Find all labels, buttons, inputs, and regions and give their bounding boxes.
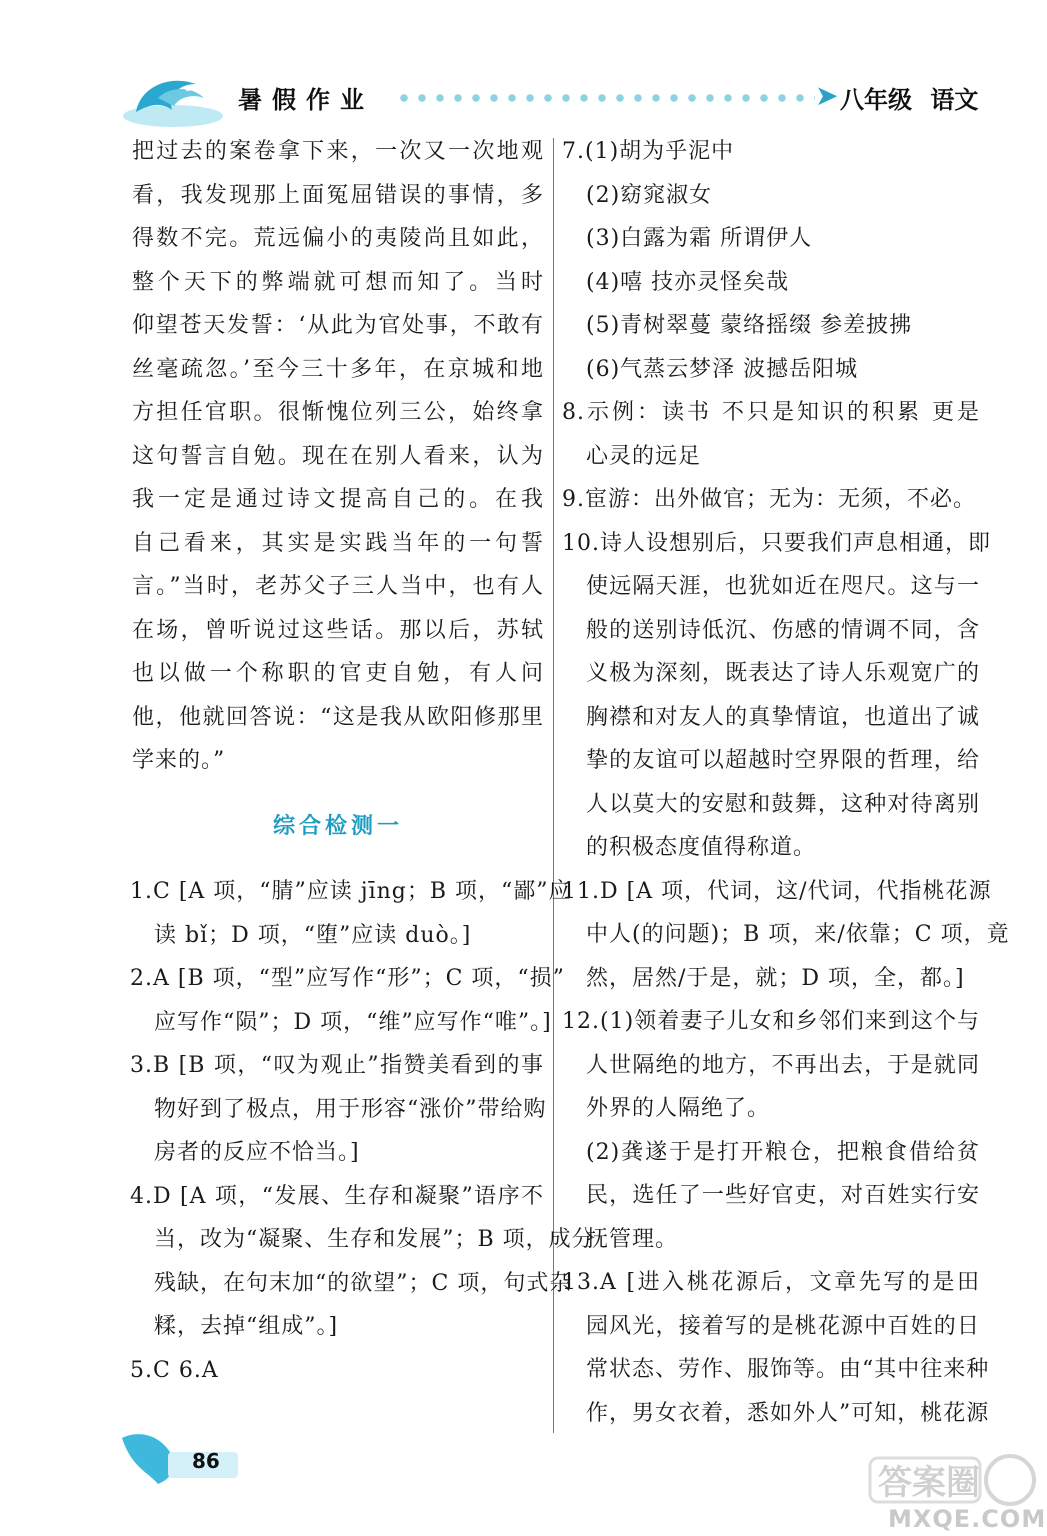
left-column [130,130,595,1392]
header-title: 暑假作业 [238,86,374,114]
answer-line: 作，男女衣着，悉如外人”可知，桃花源 [586,1400,990,1426]
answer-line: 4.D [A 项，“发展、生存和凝聚”语序不 [130,1183,544,1209]
answer-line: 民，选任了一些好官吏，对百姓实行安 [586,1183,980,1208]
answer-line: 应写作“陨”；D 项，“维”应写作“唯”。] [154,1009,552,1035]
answer-line: (4)嘻 技亦灵怪矣哉 [586,269,790,295]
text-line: 他，他就回答说：“这是我从欧阳修那里 [132,704,544,730]
answer-line: 人以莫大的安慰和鼓舞，这种对待离别 [586,791,980,817]
text-line: 把过去的案卷拿下来，一次又一次地观 [132,139,544,164]
answer-line: 9.宦游：出外做官；无为：无须，不必。 [562,487,976,512]
answer-line: 读 bǐ；D 项，“堕”应读 duò。] [154,922,472,948]
answer-line: 人世隔绝的地方，不再出去，于是就同 [586,1052,980,1078]
answer-line: 5.C 6.A [130,1357,219,1383]
answer-line: 常状态、劳作、服饰等。由“其中往来种 [586,1357,990,1382]
watermark-url: MXQE.COM [888,1505,1047,1533]
answer-line: (2)窈窕淑女 [586,182,713,208]
answer-line: 义极为深刻，既表达了诗人乐观宽广的 [586,661,980,686]
answer-line: 13.A [进入桃花源后，文章先写的是田 [562,1270,980,1295]
text-line: 言。”当时，老苏父子三人当中，也有人 [132,574,544,599]
answer-line: 当，改为“凝聚、生存和发展”；B 项，成分 [154,1227,595,1252]
answer-line: (3)白露为霜 所谓伊人 [586,226,813,251]
answer-line: 10.诗人设想别后，只要我们声息相通，即 [562,530,991,556]
answer-line: 1.C [A 项，“腈”应读 jīng；B 项，“鄙”应 [130,879,572,904]
answer-line: 般的送别诗低沉、伤感的情调不同，含 [586,617,980,643]
answer-line: 糅，去掉“组成”。] [154,1314,339,1339]
page-number-badge-icon [118,1428,258,1488]
answer-line: 残缺，在句末加“的欲望”；C 项，句式杂 [154,1270,573,1296]
text-line: 方担任官职。很惭愧位列三公，始终拿 [132,400,544,425]
text-line: 这句誓言自勉。现在在别人看来，认为 [132,443,544,469]
text-line: 仰望苍天发誓：‘从此为官处事，不敢有 [132,313,544,338]
answer-line: 胸襟和对友人的真挚情谊，也道出了诚 [586,704,980,730]
text-line: 丝毫疏忽。’至今三十多年，在京城和地 [132,356,544,382]
answer-line: 3.B [B 项，“叹为观止”指赞美看到的事 [130,1053,544,1078]
watermark-logo-text: 答案圈 [878,1463,980,1503]
answer-line: 7.(1)胡为乎泥中 [562,139,735,164]
text-line: 在场，曾听说过这些话。那以后，苏轼 [132,617,544,643]
answer-line: 挚的友谊可以超越时空界限的哲理，给 [586,748,980,773]
answer-line: 心灵的远足 [586,443,702,469]
answer-line: 中人(的问题)；B 项，来/依靠；C 项，竟 [586,922,1010,947]
answer-list-left [130,870,595,1392]
page-number: 86 [192,1449,220,1473]
answer-line: (2)龚遂于是打开粮仓，把粮食借给贫 [586,1139,980,1165]
dolphin-wave-logo-icon [118,68,228,130]
text-line: 得数不完。荒远偏小的夷陵尚且如此， [132,226,544,251]
text-line: 看，我发现那上面冤屈错误的事情，多 [132,182,544,208]
answer-line: 12.(1)领着妻子儿女和乡邻们来到这个与 [562,1009,980,1034]
answer-line: (5)青树翠蔓 蒙络摇缀 参差披拂 [586,313,913,338]
answer-line: 外界的人隔绝了。 [586,1096,771,1121]
page-header [0,0,1047,135]
text-line: 自己看来，其实是实践当年的一句誓 [132,530,544,556]
answer-line: 然，居然/于是，就；D 项，全，都。] [586,965,965,991]
text-line: 我一定是通过诗文提高自己的。在我 [132,487,544,512]
answer-line: 物好到了极点，用于形容“涨价”带给购 [154,1096,547,1122]
answer-line: 房者的反应不恰当。] [154,1140,360,1165]
arrow-right-icon: ➤ [815,79,839,112]
grade-subject: 八年级 语文 [840,86,979,114]
answer-line: 11.D [A 项，代词，这/代词，代指桃花源 [562,878,992,904]
text-line: 整个天下的弊端就可想而知了。当时 [132,269,544,295]
answer-line: 2.A [B 项，“型”应写作“形”；C 项，“损” [130,966,565,991]
section-title: 综合检测一 [272,813,403,839]
answer-line: 8.示例：读书 不只是知识的积累 更是 [562,400,980,425]
answer-line: 使远隔天涯，也犹如近在咫尺。这与一 [586,574,980,599]
text-line: 学来的。” [132,748,226,773]
answer-line: 抚管理。 [586,1226,679,1252]
answer-line: (6)气蒸云梦泽 波撼岳阳城 [586,356,859,382]
header-dot-line [395,91,815,105]
right-column [562,130,1010,1435]
answer-line: 的积极态度值得称道。 [586,835,817,860]
text-line: 也以做一个称职的官吏自勉，有人问 [132,661,544,686]
answer-line: 园风光，接着写的是桃花源中百姓的日 [586,1313,980,1339]
